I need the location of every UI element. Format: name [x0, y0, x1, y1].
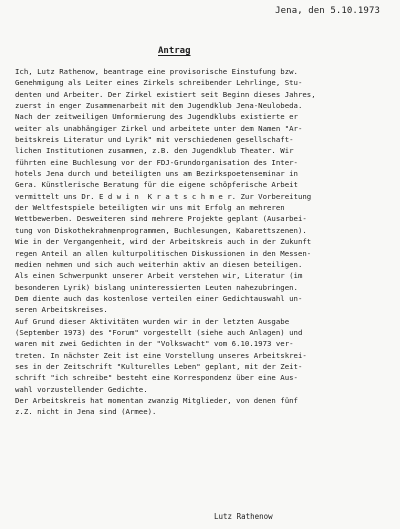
text-line: seren Arbeitskreises. [15, 305, 108, 315]
text-line: führten eine Buchlesung vor der FDJ-Grundorganisation des Inter- [15, 157, 298, 167]
text-line: z.Z. nicht in Jena sind (Armee). [15, 407, 157, 417]
text-line: denten und Arbeiter. Der Zirkel existiert seit Beginn dieses Jahres, [15, 89, 316, 99]
text-line: treten. In nächster Zeit ist eine Vorstellung unseres Arbeitskrei- [15, 350, 307, 360]
signature-name: Lutz Rathenow [214, 512, 273, 521]
text-line: waren mit zwei Gedichten in der "Volkswacht" vom 6.10.1973 ver- [15, 339, 294, 349]
text-line: schrift "ich schreibe" besteht eine Korrespondenz über eine Aus- [15, 373, 298, 383]
text-line: weiter als unabhängiger Zirkel und arbeitete unter dem Namen "Ar- [15, 123, 303, 133]
text-line: regen Anteil an allen kulturpolitischen Diskussionen in den Messen- [15, 248, 312, 258]
text-line: medien nehmen und sich auch weiterhin aktiv an diesen beteiligen. [15, 259, 303, 269]
text-line: Ich, Lutz Rathenow, beantrage eine provisorische Einstufung bzw. [15, 67, 298, 76]
text-line: tung von Diskothekrahmenprogrammen, Buchlesungen, Kabarettszenen). [15, 225, 307, 235]
text-line: Genehmigung als Leiter eines Zirkels schreibender Lehrlinge, Stu- [15, 78, 303, 88]
text-line: ses in der Zeitschrift "Kulturelles Leben" geplant, mit der Zeit- [15, 361, 303, 371]
text-line: Der Arbeitskreis hat momentan zwanzig Mitglieder, von denen fünf [15, 395, 298, 405]
text-line: beitskreis Literatur und Lyrik" mit verschiedenen gesellschaft- [15, 135, 294, 145]
text-line: (September 1973) des "Forum" vorgestellt (siehe auch Anlagen) und [15, 327, 303, 337]
text-line: Gera. Künstlerische Beratung für die eigene schöpferische Arbeit [15, 180, 298, 190]
text-line: wahl vorzustellender Gedichte. [15, 384, 148, 394]
document-date: Jena, den 5.10.1973 [275, 6, 380, 16]
document-title: Antrag [158, 46, 191, 56]
text-line: Auf Grund dieser Aktivitäten wurden wir in der letzten Ausgabe [15, 316, 290, 326]
document-body [15, 66, 390, 418]
text-line: Wettbewerben. Desweiteren sind mehrere Projekte geplant (Ausarbei- [15, 214, 307, 224]
text-line: besonderen Lyrik) bislang uninteressierten Leuten nahezubringen. [15, 282, 298, 292]
text-line: hotels Jena durch und beteiligten uns am Bezirkspoetenseminar in [15, 169, 298, 179]
text-line: Wie in der Vergangenheit, wird der Arbeitskreis auch in der Zukunft [15, 237, 312, 247]
text-line: lichen Institutionen zusammen, z.B. den Jugendklub Theater. Wir [15, 146, 294, 156]
text-line: Als einen Schwerpunkt unserer Arbeit verstehen wir, Literatur (im [15, 271, 303, 281]
text-line: der Weltfestspiele beteiligten wir uns mit Erfolg an mehreren [15, 203, 285, 213]
text-line: vermittelt uns Dr. E d w i n K r a t s c h m e r. Zur Vorbereitung [15, 191, 312, 201]
text-line: zuerst in enger Zusammenarbeit mit dem Jugendklub Jena-Neulobeda. [15, 101, 303, 111]
text-line: Nach der zeitweiligen Umformierung des Jugendklubs existierte er [15, 112, 298, 122]
text-line: Dem diente auch das kostenlose verteilen einer Gedichtauswahl un- [15, 293, 303, 303]
